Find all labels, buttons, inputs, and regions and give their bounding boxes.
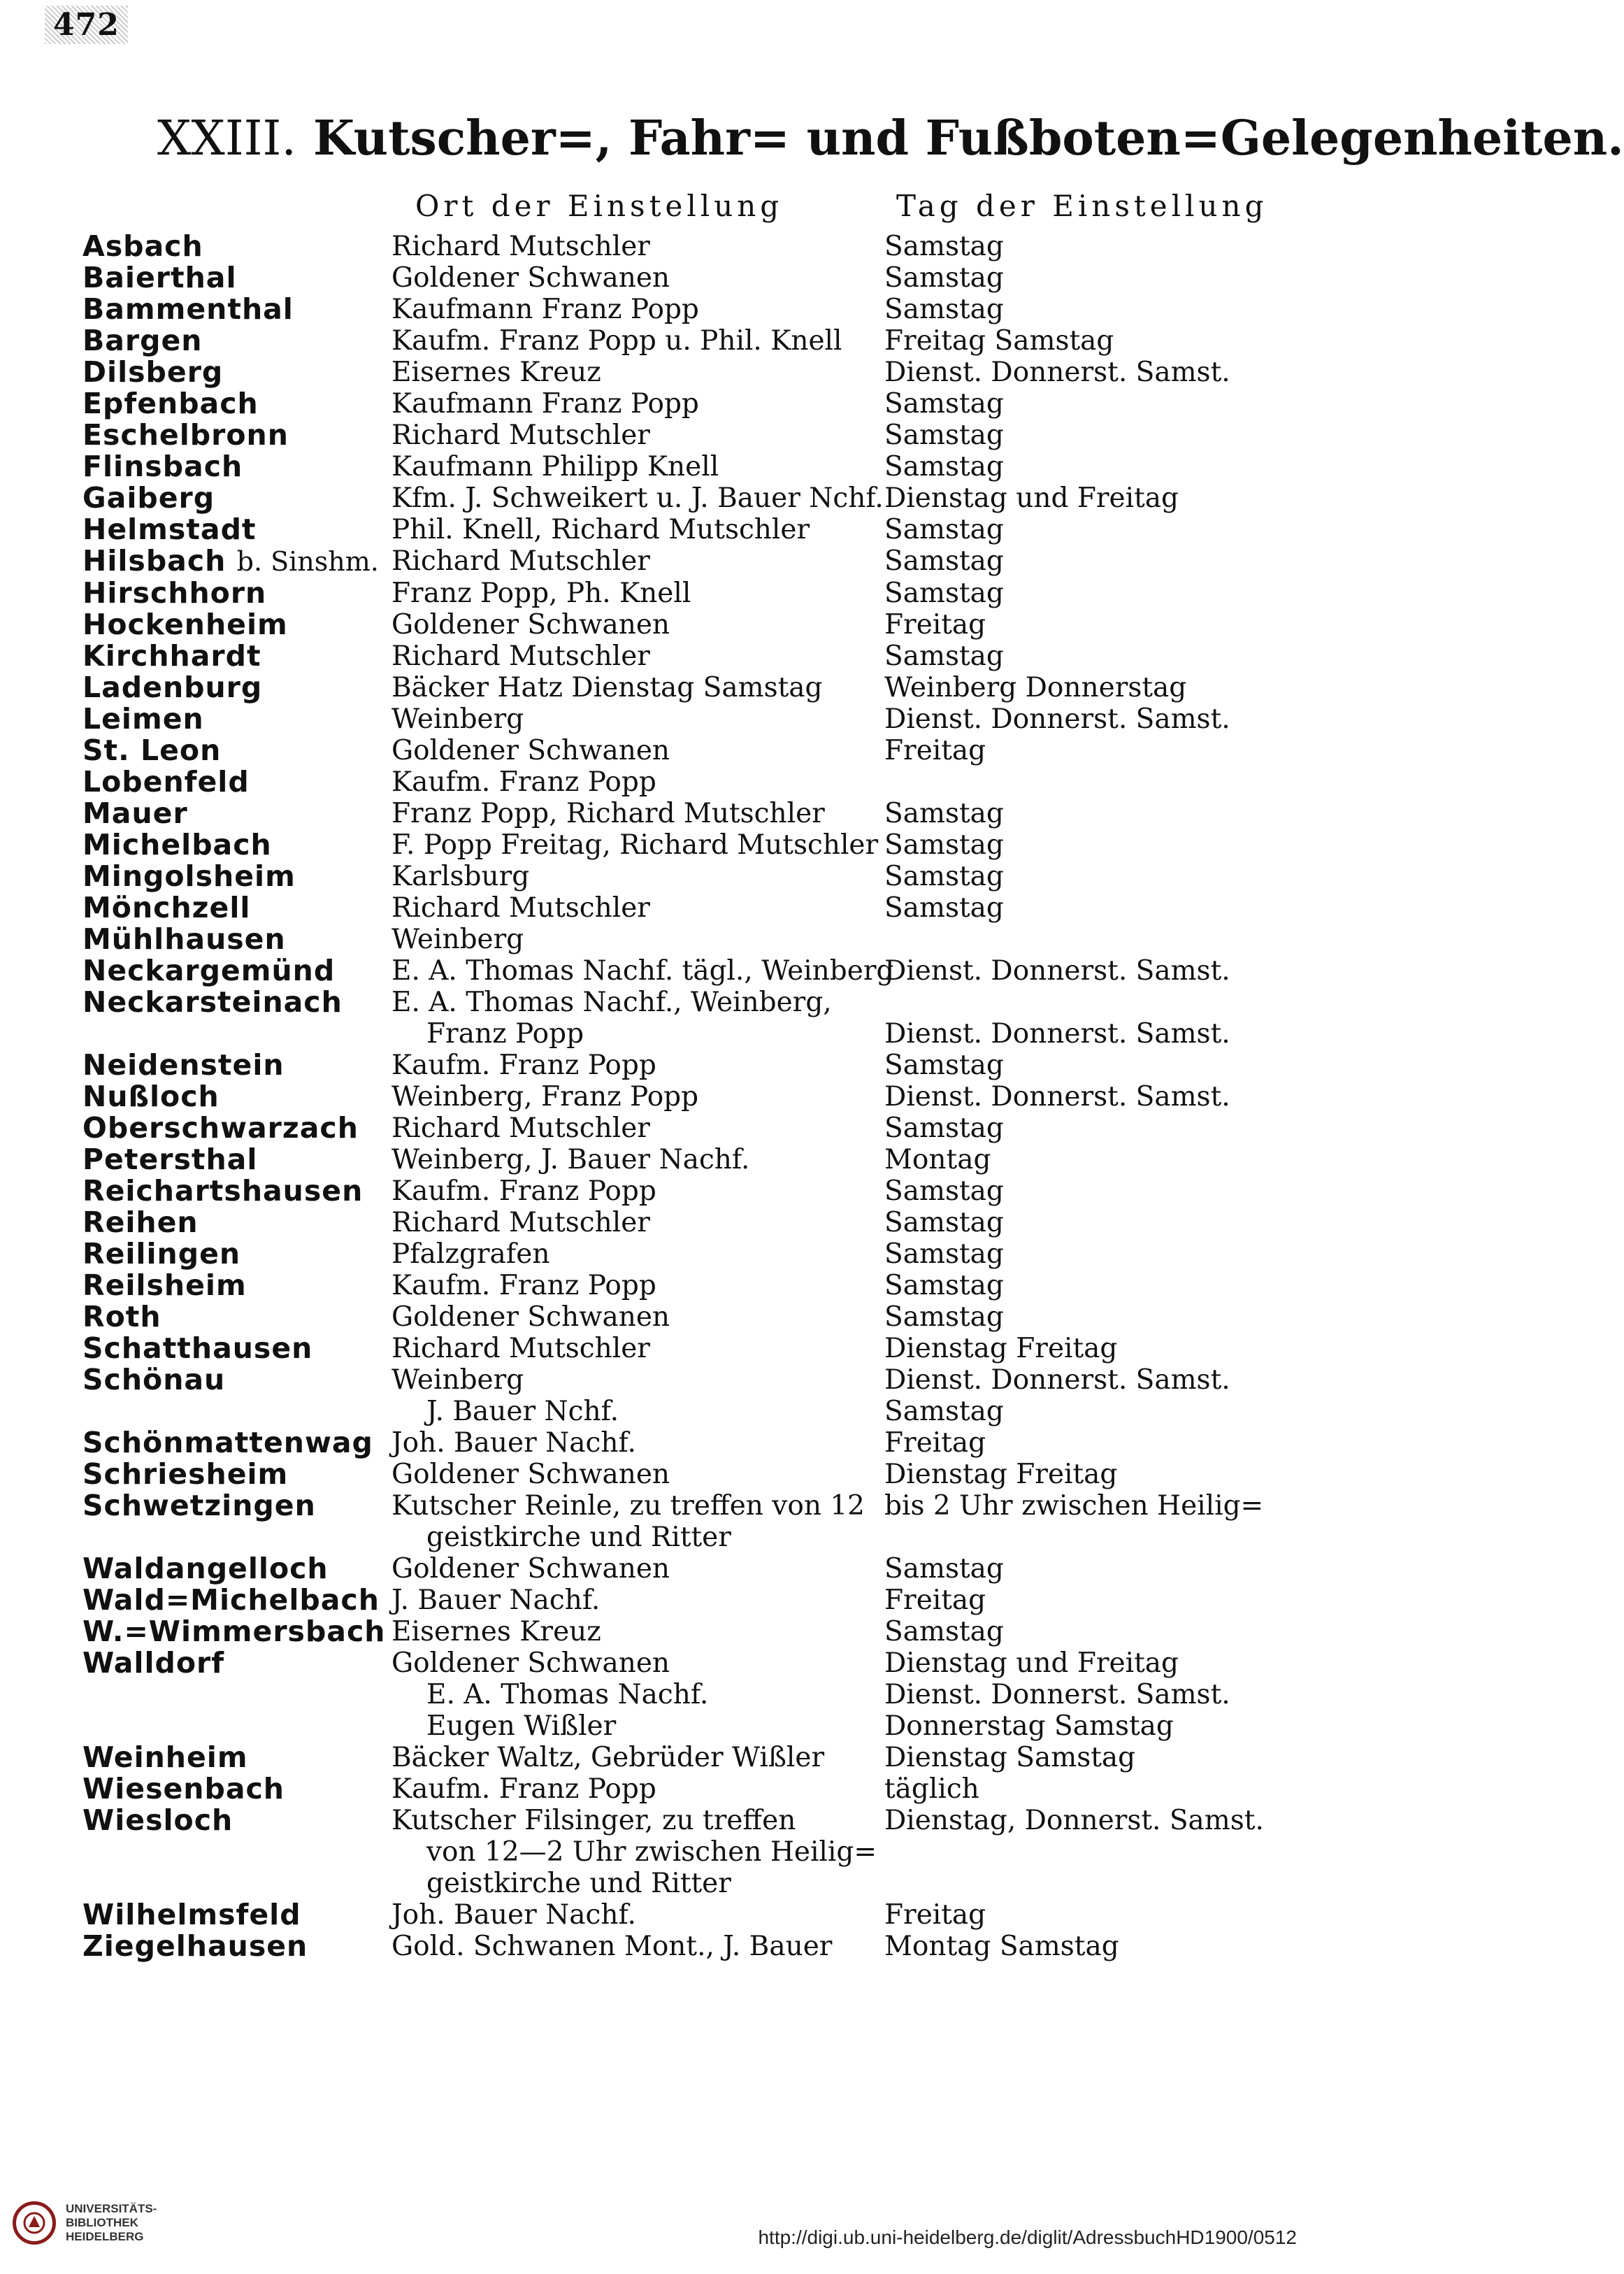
pickup-location: Richard Mutschler — [391, 231, 650, 262]
pickup-day: Freitag — [884, 1427, 986, 1459]
pickup-day: Dienstag und Freitag — [884, 482, 1179, 514]
pickup-location: Kaufm. Franz Popp — [391, 1270, 656, 1301]
directory-row — [82, 357, 1271, 388]
library-name: UNIVERSITÄTS- BIBLIOTHEK HEIDELBERG — [66, 2202, 157, 2243]
place-name: Schwetzingen — [82, 1489, 316, 1522]
pickup-location: Richard Mutschler — [391, 420, 650, 451]
pickup-location: von 12—2 Uhr zwischen Heilig= — [426, 1836, 877, 1868]
section-number: XXIII. — [157, 111, 297, 166]
place-name: Reilingen — [82, 1237, 241, 1271]
pickup-day: Dienst. Donnerst. Samst. — [884, 1081, 1230, 1113]
pickup-location: Richard Mutschler — [391, 892, 650, 924]
directory-row — [82, 545, 1271, 578]
directory-row — [82, 1270, 1271, 1301]
pickup-location: Karlsburg — [391, 861, 530, 892]
pickup-day: Samstag — [884, 1238, 1004, 1270]
directory-row — [82, 388, 1271, 420]
directory-row — [82, 609, 1271, 641]
pickup-day: Samstag — [884, 388, 1004, 420]
column-header-location: Ort der Einstellung — [415, 189, 784, 223]
pickup-day: Montag Samstag — [884, 1931, 1119, 1962]
place-note: b. Sinshm. — [236, 546, 379, 577]
pickup-location: Eugen Wißler — [426, 1710, 617, 1742]
directory-row — [82, 1113, 1271, 1144]
pickup-location: geistkirche und Ritter — [426, 1522, 731, 1553]
directory-row — [82, 514, 1271, 545]
directory-row — [82, 955, 1271, 987]
pickup-location: Franz Popp, Ph. Knell — [391, 578, 691, 609]
pickup-location: Joh. Bauer Nachf. — [391, 1427, 636, 1459]
column-header-day: Tag der Einstellung — [896, 189, 1268, 223]
pickup-location: Goldener Schwanen — [391, 735, 670, 766]
directory-row — [82, 1050, 1271, 1081]
place-name: Gaiberg — [82, 481, 215, 515]
pickup-day: Freitag Samstag — [884, 325, 1114, 357]
pickup-day: Dienstag Samstag — [884, 1742, 1136, 1773]
place-name: Waldangelloch — [82, 1552, 329, 1585]
directory-row — [82, 1175, 1271, 1207]
directory-row — [82, 641, 1271, 672]
place-name: Bammenthal — [82, 292, 294, 326]
directory-row — [82, 672, 1271, 703]
place-name: Mühlhausen — [82, 922, 286, 956]
place-name: Oberschwarzach — [82, 1111, 359, 1145]
place-name: Helmstadt — [82, 513, 257, 546]
pickup-location: Weinberg — [391, 1364, 524, 1396]
pickup-location: Kaufm. Franz Popp — [391, 1175, 656, 1207]
pickup-location: Pfalzgrafen — [391, 1238, 550, 1270]
pickup-location: Kaufm. Franz Popp u. Phil. Knell — [391, 325, 842, 357]
pickup-location: Bäcker Waltz, Gebrüder Wißler — [391, 1742, 825, 1773]
place-name: Ladenburg — [82, 671, 263, 704]
pickup-day: Samstag — [884, 892, 1004, 924]
source-url[interactable]: http://digi.ub.uni-heidelberg.de/diglit/AdressbuchHD1900/0512 — [758, 2226, 1297, 2248]
pickup-location: F. Popp Freitag, Richard Mutschler — [391, 829, 879, 861]
directory-row — [82, 325, 1271, 357]
place-name: Reihen — [82, 1206, 199, 1239]
place-name: Wald=Michelbach — [82, 1583, 380, 1617]
pickup-day: Freitag — [884, 1899, 986, 1931]
pickup-location: Kutscher Filsinger, zu treffen — [391, 1805, 796, 1836]
place-name: St. Leon — [82, 734, 222, 767]
directory-row — [82, 987, 1271, 1018]
pickup-day: Montag — [884, 1144, 991, 1175]
directory-row — [82, 1805, 1271, 1836]
directory-row — [82, 703, 1271, 735]
directory-row — [82, 1396, 1271, 1427]
pickup-day: Dienst. Donnerst. Samst. — [884, 357, 1230, 388]
pickup-location: geistkirche und Ritter — [426, 1868, 731, 1899]
section-title: Kutscher=, Fahr= und Fußboten=Gelegenheiten. — [313, 110, 1624, 166]
directory-row — [82, 451, 1271, 482]
directory-row — [82, 1679, 1271, 1710]
pickup-day: Samstag — [884, 1113, 1004, 1144]
pickup-location: Kutscher Reinle, zu treffen von 12 — [391, 1490, 865, 1522]
directory-row — [82, 1585, 1271, 1616]
pickup-location: Goldener Schwanen — [391, 609, 670, 641]
pickup-location: Richard Mutschler — [391, 545, 650, 577]
pickup-location: Eisernes Kreuz — [391, 1616, 601, 1647]
directory-row — [82, 735, 1271, 766]
directory-row — [82, 766, 1271, 798]
page-number: 472 — [45, 6, 128, 44]
pickup-day: Dienst. Donnerst. Samst. — [884, 1364, 1230, 1396]
pickup-location: Weinberg — [391, 924, 524, 955]
pickup-day: Dienstag, Donnerst. Samst. — [884, 1805, 1264, 1836]
pickup-day: Freitag — [884, 609, 986, 641]
directory-row — [82, 1333, 1271, 1364]
pickup-location: E. A. Thomas Nachf. — [426, 1679, 709, 1710]
directory-row — [82, 1773, 1271, 1805]
pickup-location: Kaufmann Franz Popp — [391, 388, 699, 420]
place-name: Mönchzell — [82, 891, 251, 924]
place-name: Petersthal — [82, 1143, 258, 1176]
place-name: Neidenstein — [82, 1048, 285, 1082]
directory-row — [82, 1144, 1271, 1175]
directory-row — [82, 1616, 1271, 1647]
pickup-day: Samstag — [884, 545, 1004, 577]
directory-row — [82, 420, 1271, 451]
pickup-day: Samstag — [884, 420, 1004, 451]
place-name: Neckarsteinach — [82, 985, 343, 1019]
pickup-location: Goldener Schwanen — [391, 1301, 670, 1333]
directory-row — [82, 1207, 1271, 1238]
place-name: Lobenfeld — [82, 765, 250, 799]
directory-row — [82, 1427, 1271, 1459]
directory-row — [82, 1081, 1271, 1113]
directory-row — [82, 1018, 1271, 1050]
directory-row — [82, 1364, 1271, 1396]
pickup-day: Samstag — [884, 1396, 1004, 1427]
place-name: Bargen — [82, 324, 203, 357]
directory-row — [82, 1868, 1271, 1899]
pickup-location: Richard Mutschler — [391, 641, 650, 672]
pickup-location: Goldener Schwanen — [391, 262, 670, 294]
directory-row — [82, 294, 1271, 325]
place-name: Walldorf — [82, 1646, 225, 1680]
pickup-day: täglich — [884, 1773, 979, 1805]
pickup-location: E. A. Thomas Nachf. tägl., Weinberg — [391, 955, 894, 987]
pickup-location: Phil. Knell, Richard Mutschler — [391, 514, 810, 545]
pickup-day: Dienstag und Freitag — [884, 1647, 1179, 1679]
pickup-day: Samstag — [884, 578, 1004, 609]
directory-list — [82, 231, 1271, 1962]
pickup-location: Richard Mutschler — [391, 1207, 650, 1238]
pickup-day: Samstag — [884, 1175, 1004, 1207]
pickup-day: Freitag — [884, 1585, 986, 1616]
directory-row — [82, 1301, 1271, 1333]
directory-row — [82, 1238, 1271, 1270]
directory-row — [82, 1710, 1271, 1742]
page-title — [157, 110, 1624, 166]
place-name: Flinsbach — [82, 450, 243, 483]
directory-row — [82, 798, 1271, 829]
pickup-day: Samstag — [884, 451, 1004, 482]
place-name: Schatthausen — [82, 1331, 313, 1365]
pickup-location: Weinberg, Franz Popp — [391, 1081, 699, 1113]
pickup-day: Samstag — [884, 1553, 1004, 1585]
pickup-day: Samstag — [884, 641, 1004, 672]
pickup-day: Samstag — [884, 1616, 1004, 1647]
place-name: Asbach — [82, 229, 203, 263]
pickup-location: Weinberg — [391, 703, 524, 735]
pickup-day: Donnerstag Samstag — [884, 1710, 1174, 1742]
place-name: Baierthal — [82, 261, 237, 294]
directory-row — [82, 1490, 1271, 1522]
pickup-location: Kaufmann Franz Popp — [391, 294, 699, 325]
place-name: Schönau — [82, 1363, 226, 1396]
place-name: Weinheim — [82, 1740, 248, 1774]
directory-row — [82, 829, 1271, 861]
pickup-location: Richard Mutschler — [391, 1113, 650, 1144]
place-name: Hirschhorn — [82, 576, 267, 610]
pickup-day: Dienst. Donnerst. Samst. — [884, 703, 1230, 735]
place-name: Hockenheim — [82, 608, 288, 641]
directory-row — [82, 1899, 1271, 1931]
directory-row — [82, 1647, 1271, 1679]
directory-row — [82, 262, 1271, 294]
pickup-day: Weinberg Donnerstag — [884, 672, 1187, 703]
pickup-location: Bäcker Hatz Dienstag Samstag — [391, 672, 823, 703]
place-name: Wiesenbach — [82, 1772, 285, 1805]
pickup-day: Samstag — [884, 798, 1004, 829]
pickup-location: E. A. Thomas Nachf., Weinberg, — [391, 987, 832, 1018]
pickup-day: Dienstag Freitag — [884, 1459, 1118, 1490]
pickup-location: J. Bauer Nachf. — [391, 1585, 601, 1616]
place-name: Michelbach — [82, 828, 272, 861]
directory-row — [82, 1522, 1271, 1553]
directory-row — [82, 861, 1271, 892]
directory-row — [82, 231, 1271, 262]
pickup-day: Freitag — [884, 735, 986, 766]
pickup-day: Samstag — [884, 1050, 1004, 1081]
pickup-location: Joh. Bauer Nachf. — [391, 1899, 636, 1931]
pickup-location: Kaufm. Franz Popp — [391, 1773, 656, 1805]
place-name: Roth — [82, 1300, 161, 1333]
place-name: Mauer — [82, 796, 188, 830]
place-name: Schönmattenwag — [82, 1426, 373, 1459]
pickup-location: Kaufm. Franz Popp — [391, 1050, 656, 1081]
place-name: Reilsheim — [82, 1268, 247, 1302]
pickup-location: Weinberg, J. Bauer Nachf. — [391, 1144, 750, 1175]
directory-row — [82, 1836, 1271, 1868]
pickup-location: Richard Mutschler — [391, 1333, 650, 1364]
place-name: Eschelbronn — [82, 418, 289, 452]
directory-row — [82, 924, 1271, 955]
university-seal-icon — [13, 2201, 56, 2245]
pickup-day: Samstag — [884, 1301, 1004, 1333]
pickup-day: Samstag — [884, 514, 1004, 545]
pickup-location: Franz Popp — [426, 1018, 584, 1050]
library-logo — [13, 2201, 157, 2245]
directory-row — [82, 1931, 1271, 1962]
pickup-location: Gold. Schwanen Mont., J. Bauer — [391, 1931, 833, 1962]
pickup-location: Franz Popp, Richard Mutschler — [391, 798, 825, 829]
pickup-day: Dienst. Donnerst. Samst. — [884, 955, 1230, 987]
place-name: Wilhelmsfeld — [82, 1898, 301, 1931]
pickup-location: Eisernes Kreuz — [391, 357, 601, 388]
pickup-day: Dienst. Donnerst. Samst. — [884, 1018, 1230, 1050]
place-name: Hilsbach b. Sinshm. — [82, 544, 379, 578]
directory-row — [82, 1742, 1271, 1773]
place-name: W.=Wimmersbach — [82, 1615, 386, 1648]
place-name: Reichartshausen — [82, 1174, 364, 1208]
pickup-day: Samstag — [884, 861, 1004, 892]
directory-row — [82, 1553, 1271, 1585]
directory-row — [82, 578, 1271, 609]
pickup-location: Kfm. J. Schweikert u. J. Bauer Nchf. — [391, 482, 884, 514]
pickup-location: Kaufm. Franz Popp — [391, 766, 656, 798]
place-name: Mingolsheim — [82, 859, 296, 893]
pickup-location: Kaufmann Philipp Knell — [391, 451, 719, 482]
place-name: Epfenbach — [82, 387, 259, 420]
pickup-day: Samstag — [884, 262, 1004, 294]
pickup-day: Samstag — [884, 1270, 1004, 1301]
pickup-day: Samstag — [884, 829, 1004, 861]
pickup-location: Goldener Schwanen — [391, 1459, 670, 1490]
place-name: Schriesheim — [82, 1457, 289, 1491]
place-name: Ziegelhausen — [82, 1929, 308, 1963]
pickup-day: bis 2 Uhr zwischen Heilig= — [884, 1490, 1264, 1522]
pickup-location: J. Bauer Nchf. — [426, 1396, 619, 1427]
place-name: Dilsberg — [82, 355, 224, 389]
place-name: Wiesloch — [82, 1803, 233, 1837]
place-name: Kirchhardt — [82, 639, 261, 673]
pickup-day: Samstag — [884, 1207, 1004, 1238]
pickup-day: Samstag — [884, 294, 1004, 325]
pickup-day: Dienst. Donnerst. Samst. — [884, 1679, 1230, 1710]
pickup-location: Goldener Schwanen — [391, 1647, 670, 1679]
pickup-day: Dienstag Freitag — [884, 1333, 1118, 1364]
place-name: Leimen — [82, 702, 204, 736]
directory-row — [82, 1459, 1271, 1490]
pickup-day: Samstag — [884, 231, 1004, 262]
directory-row — [82, 482, 1271, 514]
pickup-location: Goldener Schwanen — [391, 1553, 670, 1585]
place-name: Neckargemünd — [82, 954, 336, 987]
directory-row — [82, 892, 1271, 924]
place-name: Nußloch — [82, 1080, 220, 1113]
